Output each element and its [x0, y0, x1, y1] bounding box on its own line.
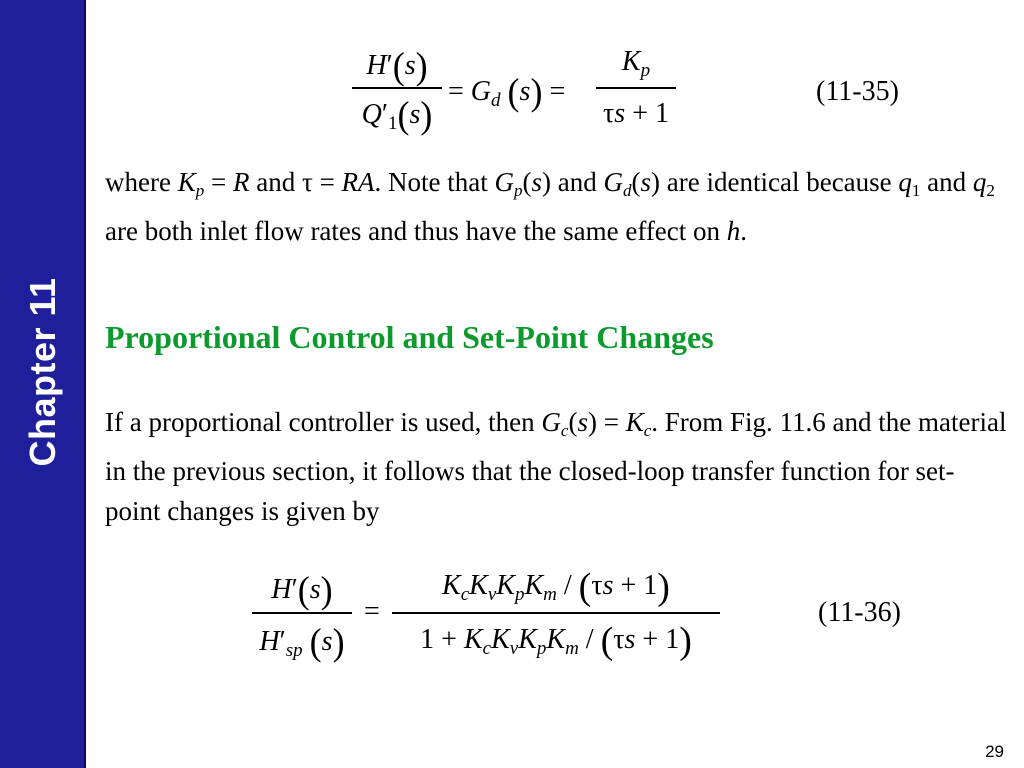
- equation-11-36: H′(s) $H'_{sp}$ (s) = $K_cK_vK_pK_m / (\tau s + 1)$ $1 + K_cK_vK_pK_m / (\tau s + 1)$: [252, 560, 732, 670]
- chapter-sidebar: [0, 0, 86, 768]
- equation-number-11-36: (11-36): [818, 597, 901, 628]
- page-number: 29: [985, 742, 1004, 761]
- eq2-right-fraction: $K_cK_vK_pK_m / (\tau s + 1)$ $1 + K_cK_vK_pK_m / (\tau s + 1)$: [392, 560, 720, 670]
- paragraph-where: where $K_p = R$ and τ = RA. Note that $G_p(s)$ and $G_d(s)$ are identical because $q_1$ and $q_2$ are both inlet flow rates and thus have the same effect on h.: [105, 167, 995, 246]
- eq2-left-fraction: H′(s) $H'_{sp}$ (s): [252, 560, 352, 670]
- equation-number-11-35: (11-35): [816, 76, 899, 107]
- eq1-left-fraction: H′(s) $Q'_1(s)$: [352, 40, 442, 140]
- equation-11-35: H′(s) $Q'_1(s)$ = $G_d$ (s) = $K_p$ τs + 1: [340, 40, 680, 140]
- section-heading: Proportional Control and Set-Point Changes: [105, 319, 714, 355]
- eq1-right-fraction: $K_p$ τs + 1: [596, 40, 676, 140]
- chapter-label: Chapter 11: [22, 277, 63, 467]
- paragraph-proportional: If a proportional controller is used, then $G_c(s) = K_c$. From Fig. 11.6 and the material in the previous section, it follows that the closed-loop transfer function for set-point changes is given by: [105, 407, 1007, 526]
